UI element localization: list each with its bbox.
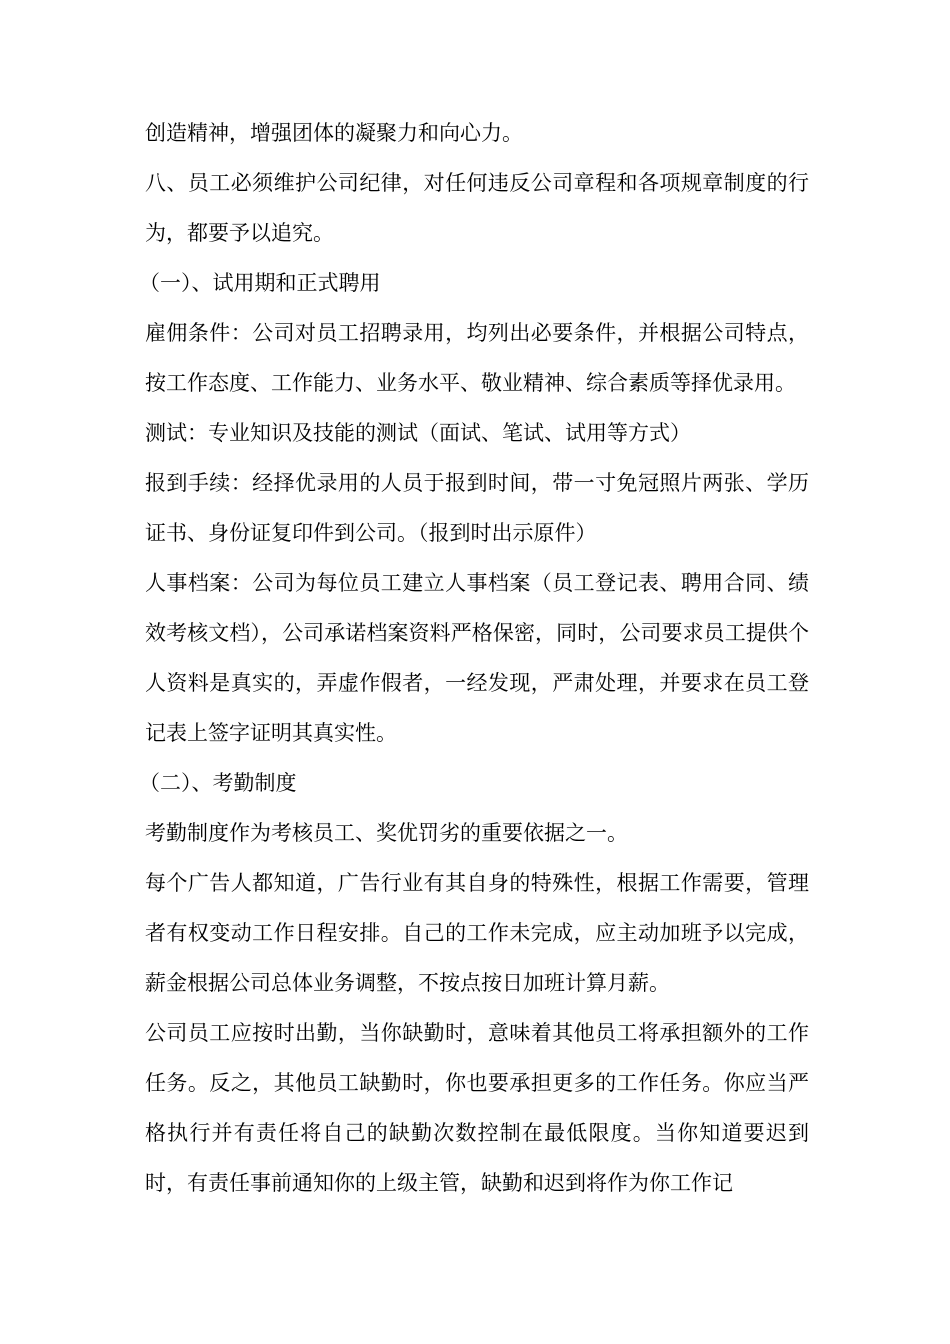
document-body (139, 108, 809, 1208)
paragraph-punctuality: 公司员工应按时出勤，当你缺勤时，意味着其他员工将承担额外的工作任务。反之，其他员工缺勤时，你也要承担更多的工作任务。你应当严格执行并有责任将自己的缺勤次数控制在最低限度。当你知道要迟到时，有责任事前通知你的上级主管，缺勤和迟到将作为你工作记 (145, 1021, 809, 1195)
paragraph-rule-eight: 八、员工必须维护公司纪律，对任何违反公司章程和各项规章制度的行为，都要予以追究。 (145, 171, 809, 245)
paragraph-attendance-basis: 考勤制度作为考核员工、奖优罚劣的重要依据之一。 (145, 821, 628, 845)
section-heading-attendance: （二）、考勤制度 (139, 771, 297, 795)
paragraph-testing: 测试：专业知识及技能的测试（面试、笔试、试用等方式） (145, 421, 691, 445)
paragraph-continuation: 创造精神，增强团体的凝聚力和向心力。 (145, 121, 523, 145)
paragraph-employment-conditions: 雇佣条件：公司对员工招聘录用，均列出必要条件，并根据公司特点，按工作态度、工作能力、业务水平、敬业精神、综合素质等择优录用。 (145, 321, 809, 395)
section-heading-probation: （一）、试用期和正式聘用 (139, 271, 381, 295)
paragraph-personnel-files: 人事档案：公司为每位员工建立人事档案（员工登记表、聘用合同、绩效考核文档），公司承诺档案资料严格保密，同时，公司要求员工提供个人资料是真实的，弄虚作假者，一经发现，严肃处理，并要求在员工登记表上签字证明其真实性。 (145, 571, 809, 745)
paragraph-advertising-industry: 每个广告人都知道，广告行业有其自身的特殊性，根据工作需要，管理者有权变动工作日程安排。自己的工作未完成，应主动加班予以完成，薪金根据公司总体业务调整，不按点按日加班计算月薪。 (145, 871, 809, 995)
paragraph-onboarding: 报到手续：经择优录用的人员于报到时间，带一寸免冠照片两张、学历证书、身份证复印件到公司。（报到时出示原件） (145, 471, 809, 545)
